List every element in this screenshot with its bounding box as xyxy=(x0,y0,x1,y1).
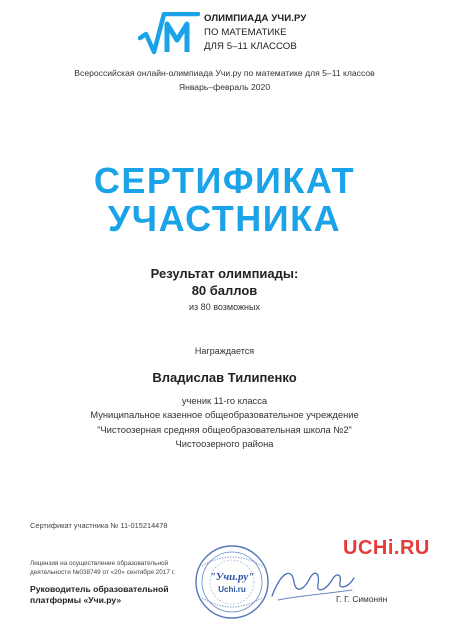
signer-name: Г. Г. Симонян xyxy=(336,594,388,604)
result-score: 80 баллов xyxy=(191,283,258,298)
official-stamp xyxy=(194,544,270,620)
sqrt-m-logo-icon xyxy=(138,12,200,56)
olympiad-logo xyxy=(138,8,318,58)
recipient-name: Владислав Тилипенко xyxy=(152,370,297,385)
awarded-label: Награждается xyxy=(194,346,255,356)
license-line-1: Лицензия на осуществление образовательной xyxy=(30,560,169,567)
school-district: Чистоозерного района xyxy=(175,438,274,449)
certificate-number: Сертификат участника № 11-015214478 xyxy=(30,521,168,530)
result-max: из 80 возможных xyxy=(189,302,260,312)
director-title xyxy=(30,584,169,606)
stamp-text: "Учи.ру" xyxy=(209,571,255,583)
olympiad-subtitle: Всероссийская онлайн-олимпиада Учи.ру по математике для 5–11 классов xyxy=(74,68,375,78)
logo-text xyxy=(204,12,306,54)
certificate-title-line-1: СЕРТИФИКАТ xyxy=(93,160,356,201)
director-line-1: Руководитель образовательной xyxy=(30,584,169,594)
director-line-2: платформы «Учи.ру» xyxy=(30,595,122,605)
stamp-subtext: Uchi.ru xyxy=(218,585,246,594)
uchi-ru-brand-logo: UCHi.RU xyxy=(343,537,430,559)
school-name: "Чистоозерная средняя общеобразовательная школа №2" xyxy=(97,424,352,435)
school-type: Муниципальное казенное общеобразовательное учреждение xyxy=(90,409,359,420)
recipient-grade: ученик 11-го класса xyxy=(181,395,268,406)
result-label: Результат олимпиады: xyxy=(150,266,299,281)
license-text xyxy=(30,559,175,577)
certificate-title-line-2: УЧАСТНИКА xyxy=(107,198,342,239)
olympiad-period: Январь–февраль 2020 xyxy=(178,82,271,92)
license-line-2: деятельности №038749 от «20» сентября 2017 г. xyxy=(30,569,175,576)
logo-line-1: ОЛИМПИАДА УЧИ.РУ xyxy=(204,13,307,24)
logo-line-2: ПО МАТЕМАТИКЕ xyxy=(204,27,287,38)
logo-line-3: ДЛЯ 5–11 КЛАССОВ xyxy=(204,41,297,52)
